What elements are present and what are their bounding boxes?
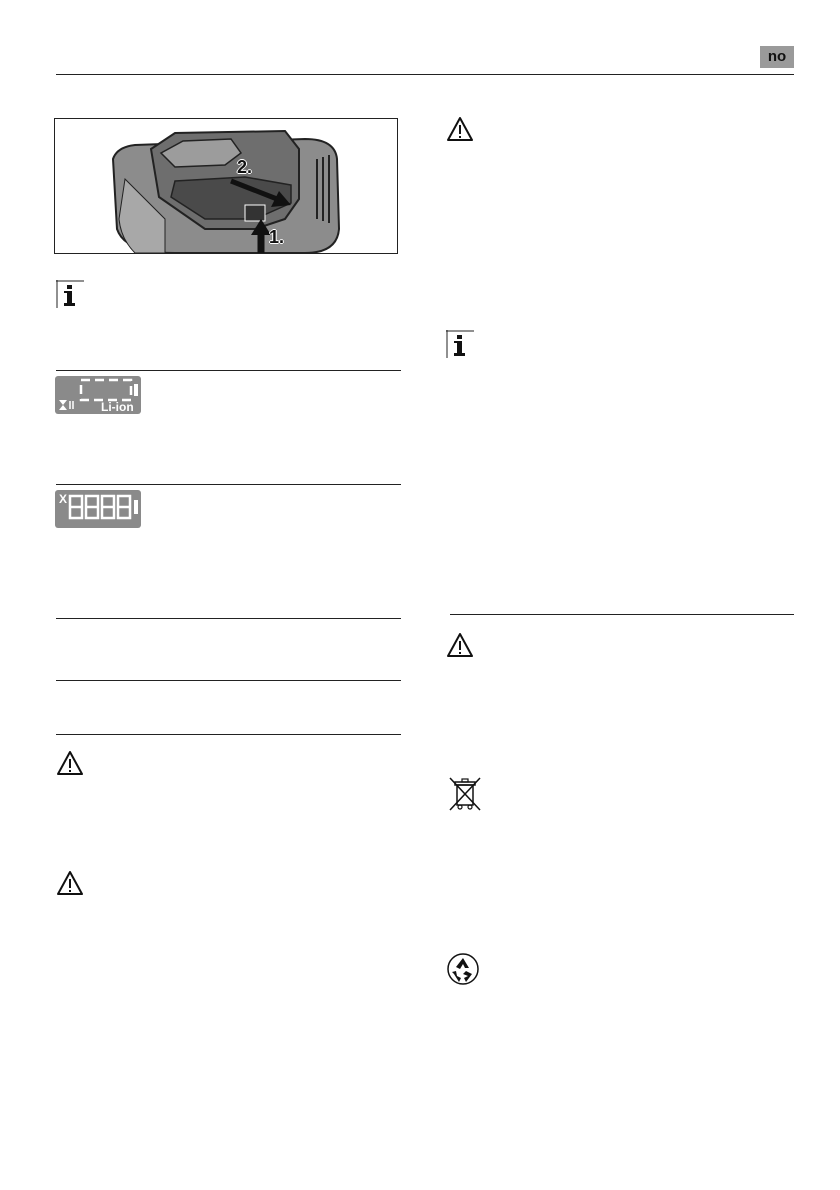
warning-triangle-icon bbox=[56, 750, 84, 776]
error-prefix: X bbox=[59, 492, 68, 506]
seven-segment-digits bbox=[55, 490, 141, 528]
li-ion-label: Li-ion bbox=[101, 400, 134, 414]
step-2-label: 2. bbox=[237, 157, 253, 177]
section-rule-4 bbox=[56, 680, 401, 681]
error-code-display bbox=[55, 490, 141, 528]
charger-illustration bbox=[55, 119, 397, 253]
hourglass-icon bbox=[59, 400, 73, 410]
warning-triangle-icon bbox=[56, 870, 84, 896]
section-rule-3 bbox=[56, 618, 401, 619]
battery-charging-display bbox=[55, 376, 141, 414]
battery-removal-figure bbox=[54, 118, 398, 254]
crossed-out-bin-icon bbox=[448, 776, 482, 812]
header-rule bbox=[56, 74, 794, 75]
recycle-icon bbox=[446, 952, 480, 986]
info-icon bbox=[56, 280, 84, 308]
section-rule-1 bbox=[56, 370, 401, 371]
section-rule-2 bbox=[56, 484, 401, 485]
warning-triangle-icon bbox=[446, 116, 474, 142]
language-badge: no bbox=[760, 46, 794, 68]
section-rule-5 bbox=[56, 734, 401, 735]
warning-triangle-icon bbox=[446, 632, 474, 658]
info-icon bbox=[446, 330, 474, 358]
section-rule-right bbox=[450, 614, 794, 615]
step-1-label: 1. bbox=[269, 227, 285, 247]
